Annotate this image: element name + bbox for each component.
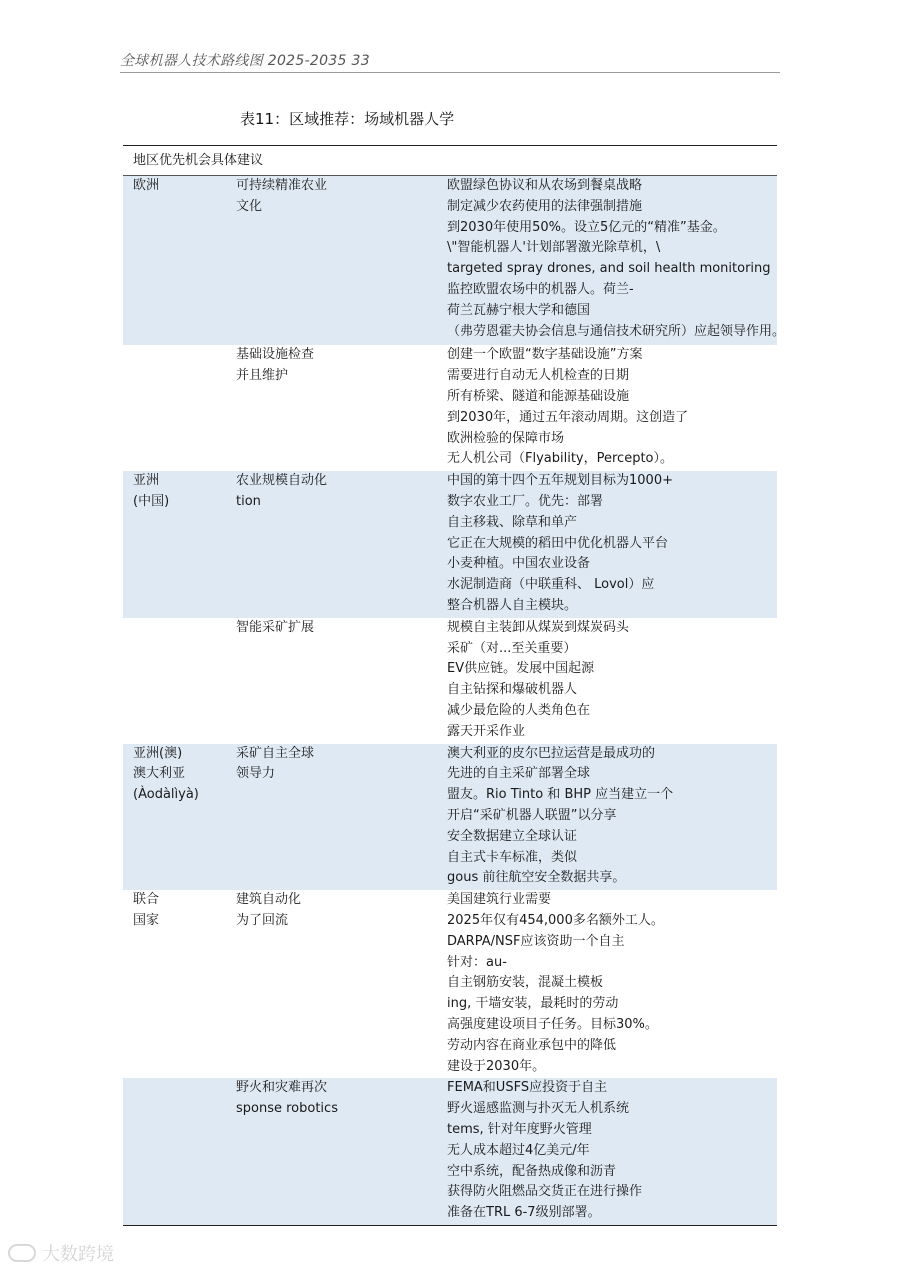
recommendation-cell-line: 自主移栽、除草和单产 bbox=[447, 514, 578, 530]
recommendation-cell-line: 创建一个欧盟“数字基础设施”方案 bbox=[447, 347, 643, 363]
recommendation-cell-line: tems, 针对年度野火管理 bbox=[447, 1121, 592, 1137]
recommendation-cell-line: \"智能机器人'计划部署激光除草机，\ bbox=[447, 240, 661, 256]
opportunity-cell bbox=[236, 176, 406, 218]
watermark bbox=[8, 1240, 114, 1266]
recommendation-cell-line: ing, 干墙安装，最耗时的劳动 bbox=[447, 996, 619, 1012]
table-row bbox=[123, 890, 777, 1078]
recommendation-cell-line: （弗劳恩霍夫协会信息与通信技术研究所）应起领导作用。 bbox=[447, 323, 786, 339]
opportunity-cell-line: 并且维护 bbox=[236, 368, 289, 384]
recommendation-cell-line: 监控欧盟农场中的机器人。荷兰- bbox=[447, 281, 634, 297]
region-cell bbox=[133, 471, 233, 513]
watermark-text: 大数跨境 bbox=[42, 1244, 114, 1265]
recommendation-cell-line: 先进的自主采矿部署全球 bbox=[447, 766, 591, 782]
opportunity-cell-line: 智能采矿扩展 bbox=[236, 619, 315, 635]
recommendation-table bbox=[123, 145, 786, 1226]
recommendation-cell-line: DARPA/NSF应该资助一个自主 bbox=[447, 933, 625, 949]
recommendation-cell-line: 所有桥梁、隧道和能源基础设施 bbox=[447, 388, 630, 404]
table-row bbox=[123, 345, 777, 471]
recommendation-cell bbox=[447, 176, 827, 342]
region-cell-line: 国家 bbox=[133, 912, 160, 928]
table-caption: 表11：区域推荐：场域机器人学 bbox=[240, 110, 455, 128]
recommendation-cell-line: 采矿（对...至关重要） bbox=[447, 640, 577, 656]
recommendation-cell-line: 小麦种植。中国农业设备 bbox=[447, 556, 591, 572]
recommendation-cell-line: EV供应链。发展中国起源 bbox=[447, 661, 595, 677]
table-body bbox=[123, 176, 786, 1225]
header-rule bbox=[120, 72, 780, 73]
table-row bbox=[123, 176, 786, 345]
opportunity-cell-line: 文化 bbox=[236, 198, 263, 214]
opportunity-cell-line: 采矿自主全球 bbox=[236, 745, 315, 761]
opportunity-cell-line: 农业规模自动化 bbox=[236, 473, 328, 489]
recommendation-cell bbox=[447, 345, 827, 470]
table-bottom-rule bbox=[123, 1225, 777, 1226]
recommendation-cell-line: 自主式卡车标准，类似 bbox=[447, 849, 578, 865]
opportunity-cell-line: 野火和灾难再次 bbox=[236, 1080, 328, 1096]
table-row bbox=[123, 1078, 777, 1225]
recommendation-cell-line: 到2030年，通过五年滚动周期。这创造了 bbox=[447, 409, 689, 425]
recommendation-cell-line: 野火遥感监测与扑灭无人机系统 bbox=[447, 1101, 630, 1117]
recommendation-cell-line: gous 前往航空安全数据共享。 bbox=[447, 870, 626, 886]
opportunity-cell bbox=[236, 471, 406, 513]
region-cell bbox=[133, 890, 233, 932]
recommendation-cell bbox=[447, 471, 827, 617]
region-cell-line: 亚洲(澳) bbox=[133, 745, 183, 761]
recommendation-cell-line: 针对：au- bbox=[447, 954, 507, 970]
recommendation-cell-line: 减少最危险的人类角色在 bbox=[447, 702, 591, 718]
table-row bbox=[123, 744, 777, 891]
recommendation-cell-line: 高强度建设项目子任务。目标30%。 bbox=[447, 1016, 658, 1032]
opportunity-cell-line: tion bbox=[236, 493, 261, 509]
recommendation-cell-line: 无人机公司（Flyability，Percepto）。 bbox=[447, 451, 674, 467]
watermark-logo-icon bbox=[8, 1244, 36, 1262]
region-cell-line: 欧洲 bbox=[133, 178, 160, 193]
running-header: 全球机器人技术路线图 2025-2035 33 bbox=[120, 53, 370, 69]
region-cell-line: 澳大利亚 (Àodàlìyà) bbox=[133, 766, 199, 803]
recommendation-cell-line: 整合机器人自主模块。 bbox=[447, 597, 578, 613]
opportunity-cell bbox=[236, 1078, 406, 1120]
recommendation-cell-line: 水泥制造商（中联重科、 Lovol）应 bbox=[447, 577, 655, 593]
recommendation-cell-line: 空中系统，配备热成像和沥青 bbox=[447, 1163, 617, 1179]
opportunity-cell bbox=[236, 890, 406, 932]
recommendation-cell bbox=[447, 744, 827, 890]
region-cell-line: 联合 bbox=[133, 892, 160, 908]
opportunity-cell-line: 建筑自动化 bbox=[236, 892, 302, 908]
opportunity-cell-line: 可持续精准农业 bbox=[236, 178, 328, 193]
recommendation-cell-line: 露天开采作业 bbox=[447, 723, 526, 739]
recommendation-cell-line: 开启“采矿机器人联盟”以分享 bbox=[447, 807, 617, 823]
recommendation-cell-line: 无人成本超过4亿美元/年 bbox=[447, 1142, 590, 1158]
recommendation-cell-line: targeted spray drones, and soil health monitoring bbox=[447, 261, 771, 277]
recommendation-cell-line: 盟友。Rio Tinto 和 BHP 应当建立一个 bbox=[447, 787, 674, 803]
opportunity-cell-line: 基础设施检查 bbox=[236, 347, 315, 363]
opportunity-cell-line: sponse robotics bbox=[236, 1101, 338, 1117]
recommendation-cell-line: 它正在大规模的稻田中优化机器人平台 bbox=[447, 535, 669, 551]
recommendation-cell bbox=[447, 890, 827, 1077]
opportunity-cell-line: 领导力 bbox=[236, 766, 276, 782]
region-cell-line: (中国) bbox=[133, 493, 170, 509]
recommendation-cell-line: 自主钻探和爆破机器人 bbox=[447, 682, 578, 698]
table-row bbox=[123, 618, 777, 744]
recommendation-cell-line: 制定减少农药使用的法律强制措施 bbox=[447, 198, 643, 214]
table-row bbox=[123, 471, 777, 618]
opportunity-cell bbox=[236, 618, 406, 639]
recommendation-cell-line: 澳大利亚的皮尔巴拉运营是最成功的 bbox=[447, 745, 656, 761]
recommendation-cell-line: 自主钢筋安装，混凝土模板 bbox=[447, 975, 604, 991]
recommendation-cell-line: 获得防火阻燃品交货正在进行操作 bbox=[447, 1184, 643, 1200]
opportunity-cell bbox=[236, 345, 406, 387]
recommendation-cell-line: 到2030年使用50%。设立5亿元的“精准”基金。 bbox=[447, 219, 726, 235]
recommendation-cell-line: 欧洲检验的保障市场 bbox=[447, 430, 565, 446]
recommendation-cell-line: 准备在TRL 6-7级别部署。 bbox=[447, 1205, 601, 1221]
recommendation-cell-line: 安全数据建立全球认证 bbox=[447, 828, 578, 844]
region-cell bbox=[133, 176, 233, 197]
recommendation-cell-line: 2025年仅有454,000多名额外工人。 bbox=[447, 912, 664, 928]
region-cell-line: 亚洲 bbox=[133, 473, 160, 489]
recommendation-cell-line: 数字农业工厂。优先：部署 bbox=[447, 493, 604, 509]
recommendation-cell bbox=[447, 618, 827, 743]
recommendation-cell-line: 欧盟绿色协议和从农场到餐桌战略 bbox=[447, 178, 643, 193]
recommendation-cell-line: 建设于2030年。 bbox=[447, 1058, 546, 1074]
recommendation-cell-line: FEMA和USFS应投资于自主 bbox=[447, 1080, 608, 1096]
opportunity-cell bbox=[236, 744, 406, 786]
recommendation-cell-line: 美国建筑行业需要 bbox=[447, 892, 552, 908]
recommendation-cell bbox=[447, 1078, 827, 1224]
region-cell bbox=[133, 744, 233, 806]
recommendation-cell-line: 荷兰瓦赫宁根大学和德国 bbox=[447, 302, 591, 318]
table-column-header: 地区优先机会具体建议 bbox=[123, 146, 777, 176]
opportunity-cell-line: 为了回流 bbox=[236, 912, 289, 928]
recommendation-cell-line: 规模自主装卸从煤炭到煤炭码头 bbox=[447, 619, 630, 635]
recommendation-cell-line: 中国的第十四个五年规划目标为1000+ bbox=[447, 473, 673, 489]
recommendation-cell-line: 劳动内容在商业承包中的降低 bbox=[447, 1037, 617, 1053]
recommendation-cell-line: 需要进行自动无人机检查的日期 bbox=[447, 368, 630, 384]
